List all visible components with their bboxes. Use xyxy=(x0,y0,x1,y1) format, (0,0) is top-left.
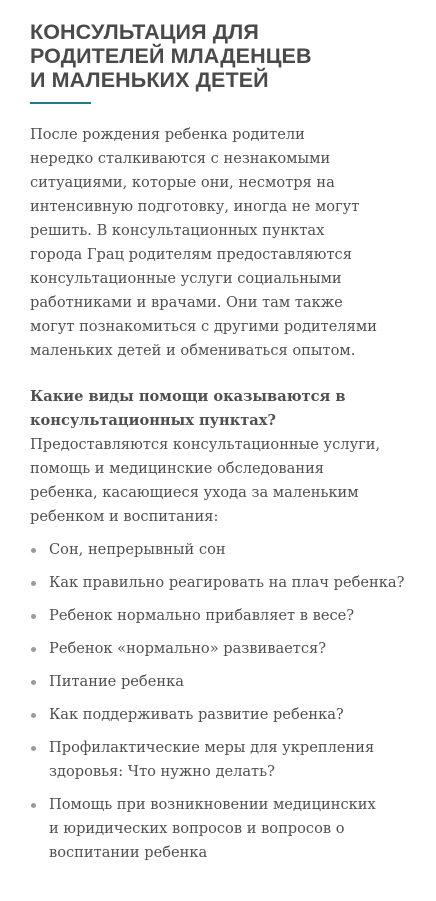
bullet-icon xyxy=(31,647,36,652)
question-title-line: Какие виды помощи оказываются в xyxy=(30,388,346,405)
list-item xyxy=(30,637,425,661)
answer-line: помощь и медицинские обследования xyxy=(30,460,325,477)
intro-line: нередко сталкиваются с незнакомыми xyxy=(30,150,331,167)
list-item-text: Питание ребенка xyxy=(49,673,184,690)
list-item xyxy=(30,571,425,595)
list-item-text: Сон, непрерывный сон xyxy=(49,541,226,558)
title-underline xyxy=(30,102,91,104)
bullet-icon xyxy=(31,614,36,619)
bullet-icon xyxy=(31,680,36,685)
list-item xyxy=(30,703,425,727)
intro-line: маленьких детей и обмениваться опытом. xyxy=(30,342,356,359)
list-item xyxy=(30,538,425,562)
intro-line: могут познакомиться с другими родителями xyxy=(30,318,377,335)
help-topics-list xyxy=(30,538,425,865)
intro-line: После рождения ребенка родители xyxy=(30,126,305,143)
list-item xyxy=(30,736,425,784)
list-item-text: здоровья: Что нужно делать? xyxy=(49,763,275,780)
bullet-icon xyxy=(31,803,36,808)
list-item xyxy=(30,670,425,694)
answer-line: ребенка, касающиеся ухода за маленьким xyxy=(30,484,359,501)
list-item-text: Ребенок «нормально» развивается? xyxy=(49,640,327,657)
intro-line: города Грац родителям предоставляются xyxy=(30,246,352,263)
question-title-line: консультационных пунктах? xyxy=(30,412,276,429)
title-line: КОНСУЛЬТАЦИЯ ДЛЯ xyxy=(30,20,259,44)
page-title xyxy=(30,20,425,92)
intro-line: работниками и врачами. Они там также xyxy=(30,294,343,311)
intro-line: консультационные услуги социальными xyxy=(30,270,342,287)
list-item-text: Как поддерживать развитие ребенка? xyxy=(49,706,344,723)
answer-line: Предоставляются консультационные услуги, xyxy=(30,436,381,453)
bullet-icon xyxy=(31,746,36,751)
intro-paragraph xyxy=(30,123,425,363)
list-item-text: воспитании ребенка xyxy=(49,844,208,861)
intro-line: интенсивную подготовку, иногда не могут xyxy=(30,198,360,215)
list-item-text: и юридических вопросов и вопросов о xyxy=(49,820,345,837)
bullet-icon xyxy=(31,581,36,586)
answer-line: ребенком и воспитания: xyxy=(30,508,219,525)
bullet-icon xyxy=(31,548,36,553)
list-item xyxy=(30,793,425,865)
list-item xyxy=(30,604,425,628)
list-item-text: Как правильно реагировать на плач ребенка? xyxy=(49,574,405,591)
content xyxy=(30,20,425,874)
intro-line: ситуациями, которые они, несмотря на xyxy=(30,174,335,191)
list-item-text: Помощь при возникновении медицинских xyxy=(49,796,376,813)
list-item-text: Ребенок нормально прибавляет в весе? xyxy=(49,607,355,624)
question-paragraph xyxy=(30,385,425,529)
intro-line: решить. В консультационных пунктах xyxy=(30,222,325,239)
title-line: РОДИТЕЛЕЙ МЛАДЕНЦЕВ xyxy=(30,44,312,68)
list-item-text: Профилактические меры для укрепления xyxy=(49,739,375,756)
title-line: И МАЛЕНЬКИХ ДЕТЕЙ xyxy=(30,68,269,92)
bullet-icon xyxy=(31,713,36,718)
